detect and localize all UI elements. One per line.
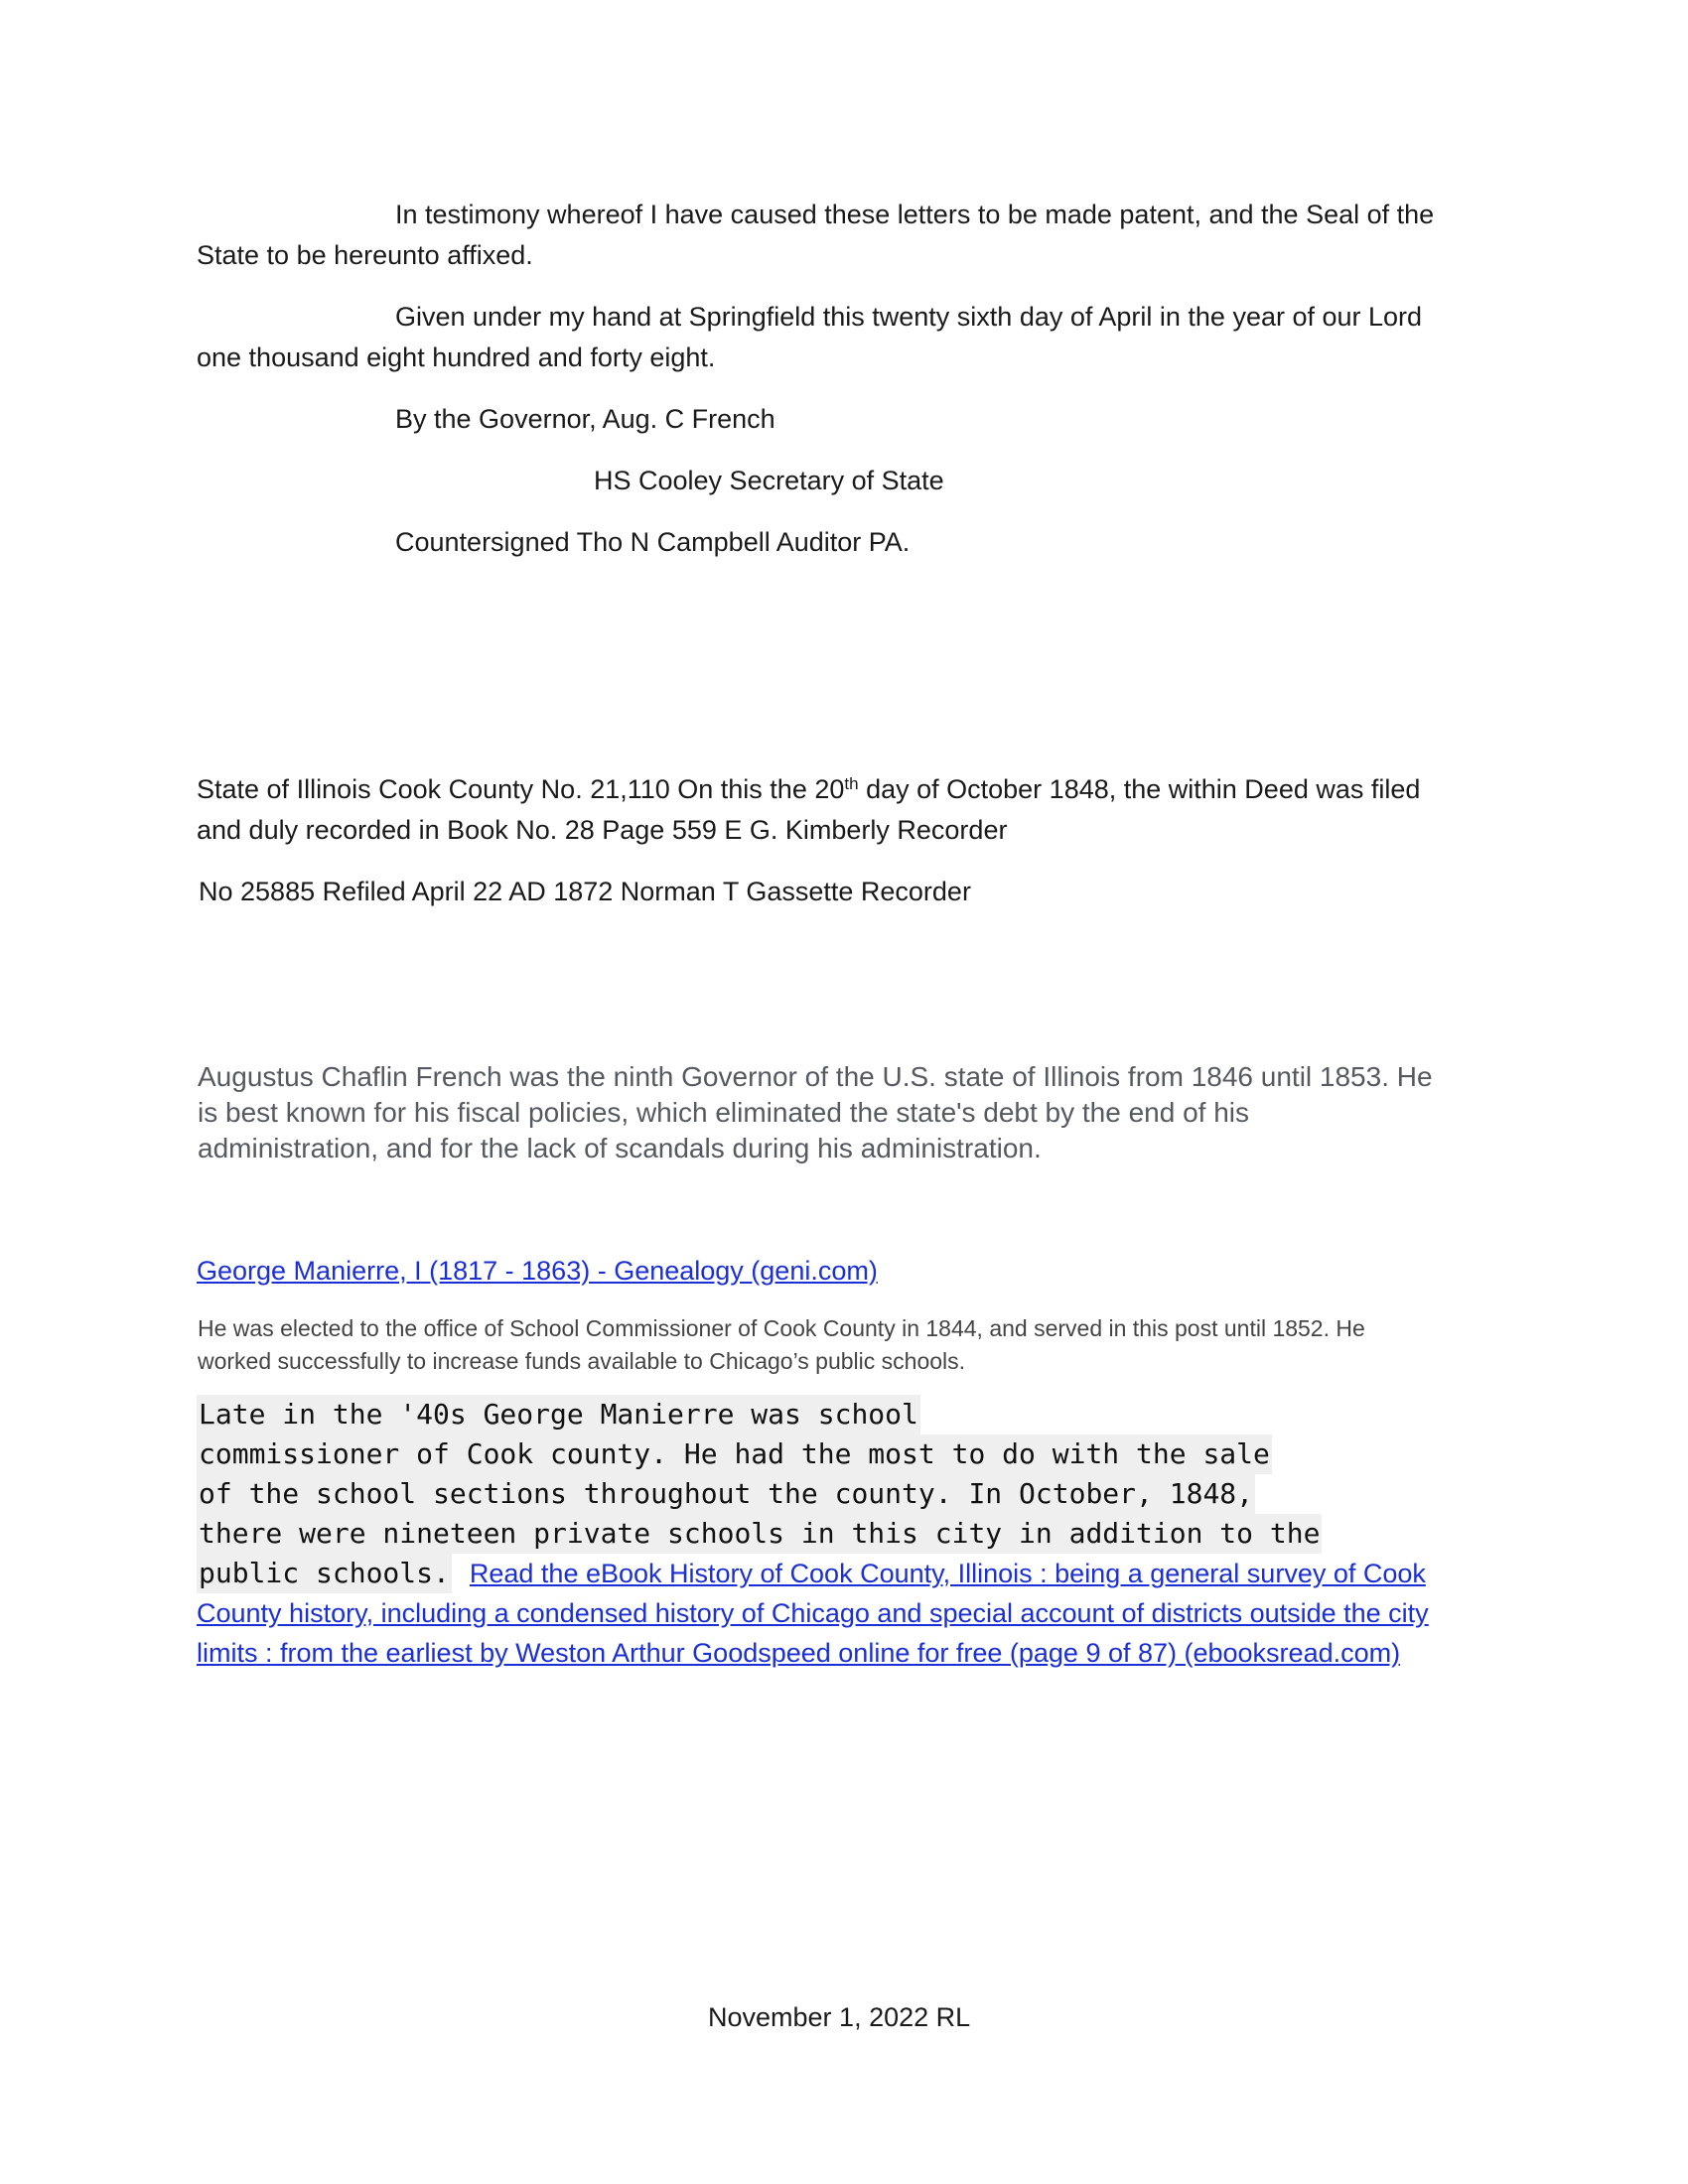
refiled-line: No 25885 Refiled April 22 AD 1872 Norman T Gassette Recorder: [199, 877, 971, 906]
testimony-line-1: In testimony whereof I have caused these letters to be made patent, and the Seal of the: [395, 200, 1435, 229]
quote-text-2: commissioner of Cook county. He had the most to do with the sale: [197, 1434, 1272, 1474]
quote-line-4: [197, 1514, 1322, 1554]
secretary-line: HS Cooley Secretary of State: [594, 466, 944, 495]
quote-text-3: of the school sections throughout the county. In October, 1848,: [197, 1474, 1255, 1514]
quote-line-2: [197, 1434, 1272, 1474]
quote-line-3: [197, 1474, 1255, 1514]
filing-line-1: [197, 774, 1420, 805]
manierre-bio-line-1: He was elected to the office of School Commissioner of Cook County in 1844, and served in this post until 1852. He: [198, 1315, 1365, 1341]
given-line-2: one thousand eight hundred and forty eight.: [197, 342, 716, 372]
ebook-link-line-1[interactable]: Read the eBook History of Cook County, Illinois : being a general survey of Cook: [469, 1559, 1426, 1588]
ebook-link-line-3[interactable]: limits : from the earliest by Weston Arthur Goodspeed online for free (page 9 of 87) (ebooksread.com): [197, 1638, 1401, 1668]
given-line-1: Given under my hand at Springfield this twenty sixth day of April in the year of our Lord: [395, 302, 1423, 332]
quote-text-4: there were nineteen private schools in this city in addition to the: [197, 1514, 1322, 1554]
governor-line: By the Governor, Aug. C French: [395, 404, 775, 434]
countersigned-line: Countersigned Tho N Campbell Auditor PA.: [395, 527, 911, 557]
quote-line-1: [197, 1395, 920, 1434]
filing-text-before: State of Illinois Cook County No. 21,110 On this the 20: [197, 774, 845, 804]
ebook-link-line-2[interactable]: County history, including a condensed history of Chicago and special account of districts outside the city: [197, 1598, 1429, 1628]
french-bio-line-2: is best known for his fiscal policies, which eliminated the state's debt by the end of his: [198, 1097, 1250, 1128]
filing-line-2: and duly recorded in Book No. 28 Page 559 E G. Kimberly Recorder: [197, 815, 1008, 845]
french-bio-line-1: Augustus Chaflin French was the ninth Governor of the U.S. state of Illinois from 1846 until 1853. He: [198, 1061, 1433, 1092]
quote-text-5: public schools.: [197, 1554, 452, 1593]
quote-line-5: [197, 1554, 1426, 1593]
filing-text-after: day of October 1848, the within Deed was filed: [858, 774, 1421, 804]
filing-ordinal-suffix: th: [844, 774, 859, 793]
manierre-bio-line-2: worked successfully to increase funds available to Chicago’s public schools.: [198, 1348, 966, 1374]
footer-date: November 1, 2022 RL: [708, 2002, 971, 2032]
quote-text-1: Late in the '40s George Manierre was school: [197, 1395, 920, 1434]
french-bio-line-3: administration, and for the lack of scandals during his administration.: [198, 1133, 1042, 1163]
testimony-line-2: State to be hereunto affixed.: [197, 240, 533, 270]
geni-link[interactable]: George Manierre, I (1817 - 1863) - Genealogy (geni.com): [197, 1256, 878, 1286]
